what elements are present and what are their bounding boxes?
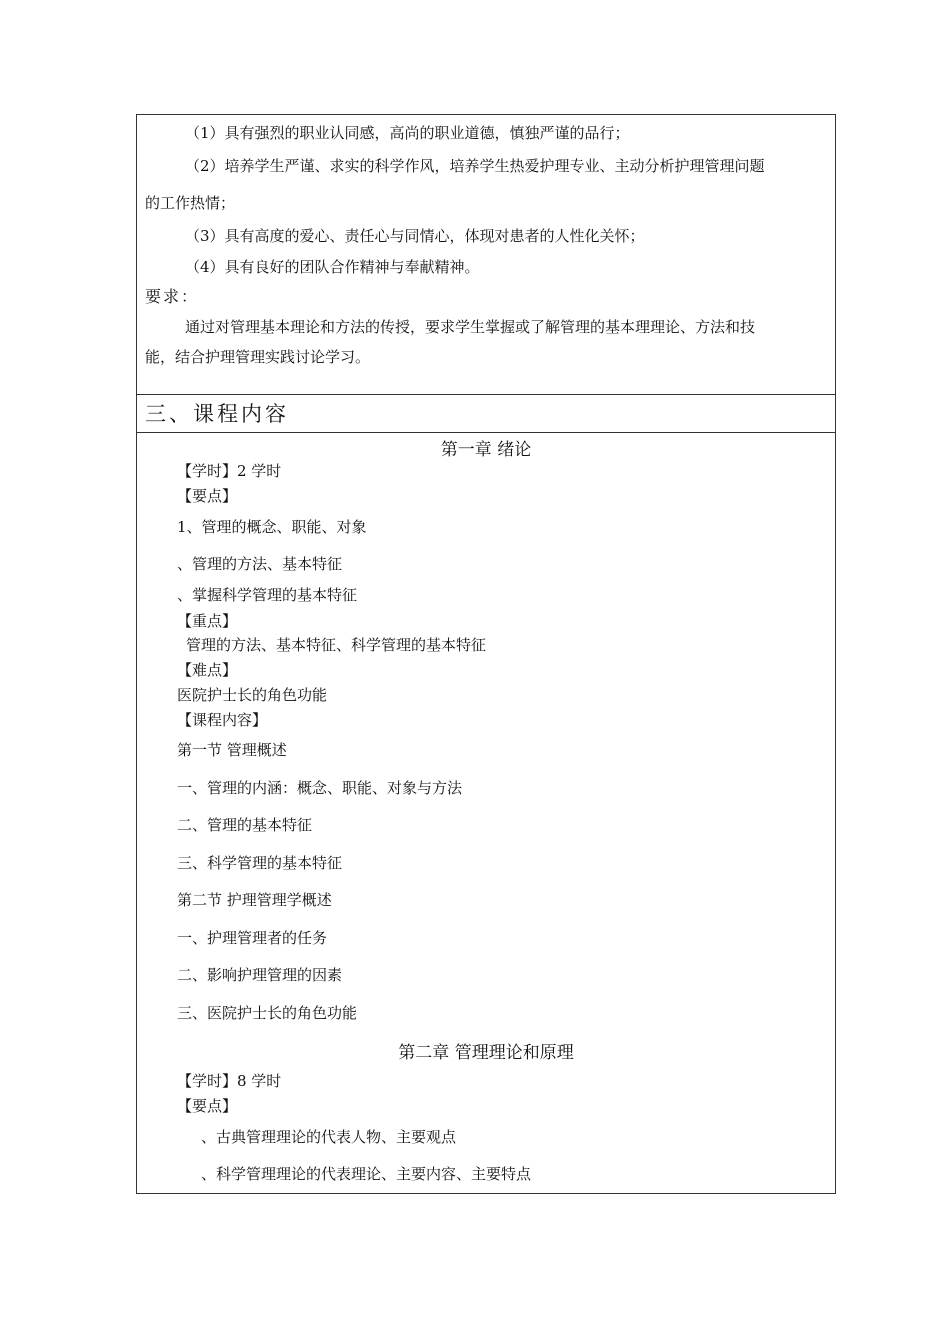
chapter-2-title: 第二章 管理理论和原理 bbox=[398, 1043, 574, 1063]
requirements-line-2: 能，结合护理管理实践讨论学习。 bbox=[145, 348, 371, 366]
chapter-1-content-item: 一、管理的内涵：概念、职能、对象与方法 bbox=[177, 779, 463, 797]
requirements-line-1: 通过对管理基本理论和方法的传授，要求学生掌握或了解管理的基本理理论、方法和技 bbox=[185, 318, 756, 336]
chapter-1-difficulty-label: 【难点】 bbox=[177, 661, 238, 679]
chapter-1-content-item: 一、护理管理者的任务 bbox=[177, 929, 328, 947]
chapter-1-title: 第一章 绪论 bbox=[440, 440, 532, 460]
chapter-1-focus: 管理的方法、基本特征、科学管理的基本特征 bbox=[186, 636, 487, 654]
row-divider bbox=[137, 432, 835, 433]
requirements-label: 要求： bbox=[145, 287, 200, 306]
chapter-1-content-item: 第一节 管理概述 bbox=[177, 741, 287, 759]
chapter-1-hours: 【学时】2 学时 bbox=[177, 462, 282, 480]
chapter-2-key-point: 、科学管理理论的代表理论、主要内容、主要特点 bbox=[201, 1165, 532, 1183]
chapter-1-difficulty: 医院护士长的角色功能 bbox=[177, 686, 328, 704]
chapter-2-key-points-label: 【要点】 bbox=[177, 1097, 238, 1115]
chapter-1-focus-label: 【重点】 bbox=[177, 612, 238, 630]
chapter-1-content-item: 第二节 护理管理学概述 bbox=[177, 891, 332, 909]
chapter-1-content-item: 三、科学管理的基本特征 bbox=[177, 854, 343, 872]
chapter-1-content-item: 二、影响护理管理的因素 bbox=[177, 966, 343, 984]
chapter-2-hours: 【学时】8 学时 bbox=[177, 1072, 282, 1090]
chapter-1-key-point: 、掌握科学管理的基本特征 bbox=[177, 586, 358, 604]
chapter-1-content-item: 二、管理的基本特征 bbox=[177, 816, 313, 834]
chapter-1-key-points-label: 【要点】 bbox=[177, 487, 238, 505]
chapter-2-key-point: 、古典管理理论的代表人物、主要观点 bbox=[201, 1128, 457, 1146]
row-divider bbox=[137, 394, 835, 395]
chapter-1-content-label: 【课程内容】 bbox=[177, 711, 268, 729]
objective-item-2-line-1: （2）培养学生严谨、求实的科学作风，培养学生热爱护理专业、主动分析护理管理问题 bbox=[185, 157, 765, 175]
chapter-1-content-item: 三、医院护士长的角色功能 bbox=[177, 1004, 358, 1022]
objective-item-4: （4）具有良好的团队合作精神与奉献精神。 bbox=[185, 258, 480, 276]
section-heading: 三、课程内容 bbox=[145, 402, 289, 426]
course-syllabus-table bbox=[136, 114, 836, 1194]
chapter-1-key-point: 、管理的方法、基本特征 bbox=[177, 555, 343, 573]
objective-item-2-line-2: 的工作热情； bbox=[145, 194, 236, 212]
chapter-1-key-point: 1、管理的概念、职能、对象 bbox=[177, 518, 367, 536]
objective-item-3: （3）具有高度的爱心、责任心与同情心，体现对患者的人性化关怀； bbox=[185, 227, 645, 245]
objective-item-1: （1）具有强烈的职业认同感，高尚的职业道德，慎独严谨的品行； bbox=[185, 124, 630, 142]
